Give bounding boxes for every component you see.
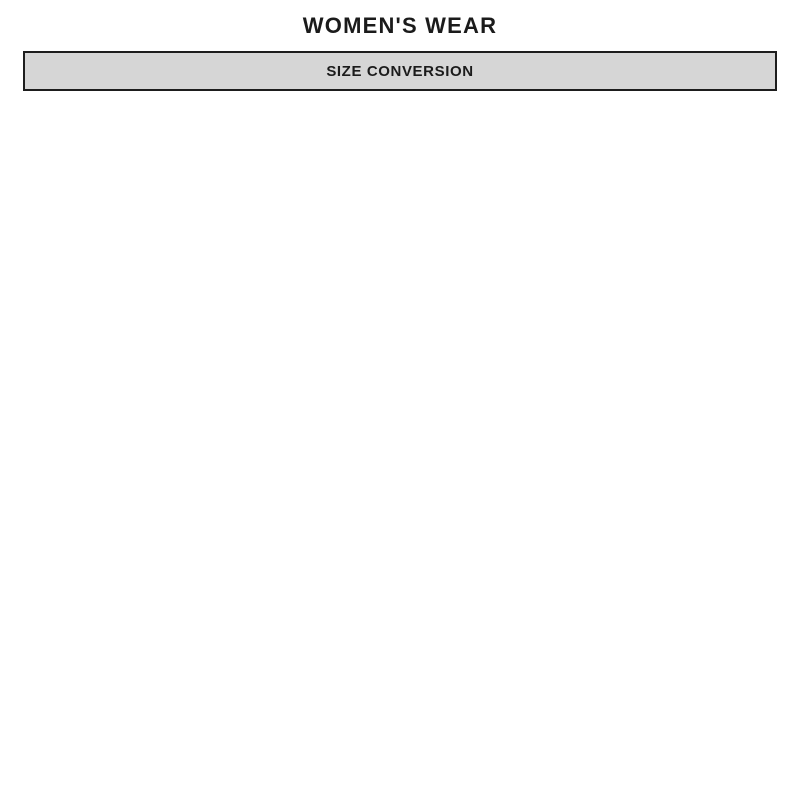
size-guide-page (23, 0, 777, 111)
size-conversion-banner-row (24, 52, 776, 90)
page-title: WOMEN'S WEAR (302, 13, 498, 38)
size-conversion-header: SIZE CONVERSION (24, 52, 776, 90)
size-conversion-table (23, 51, 777, 91)
